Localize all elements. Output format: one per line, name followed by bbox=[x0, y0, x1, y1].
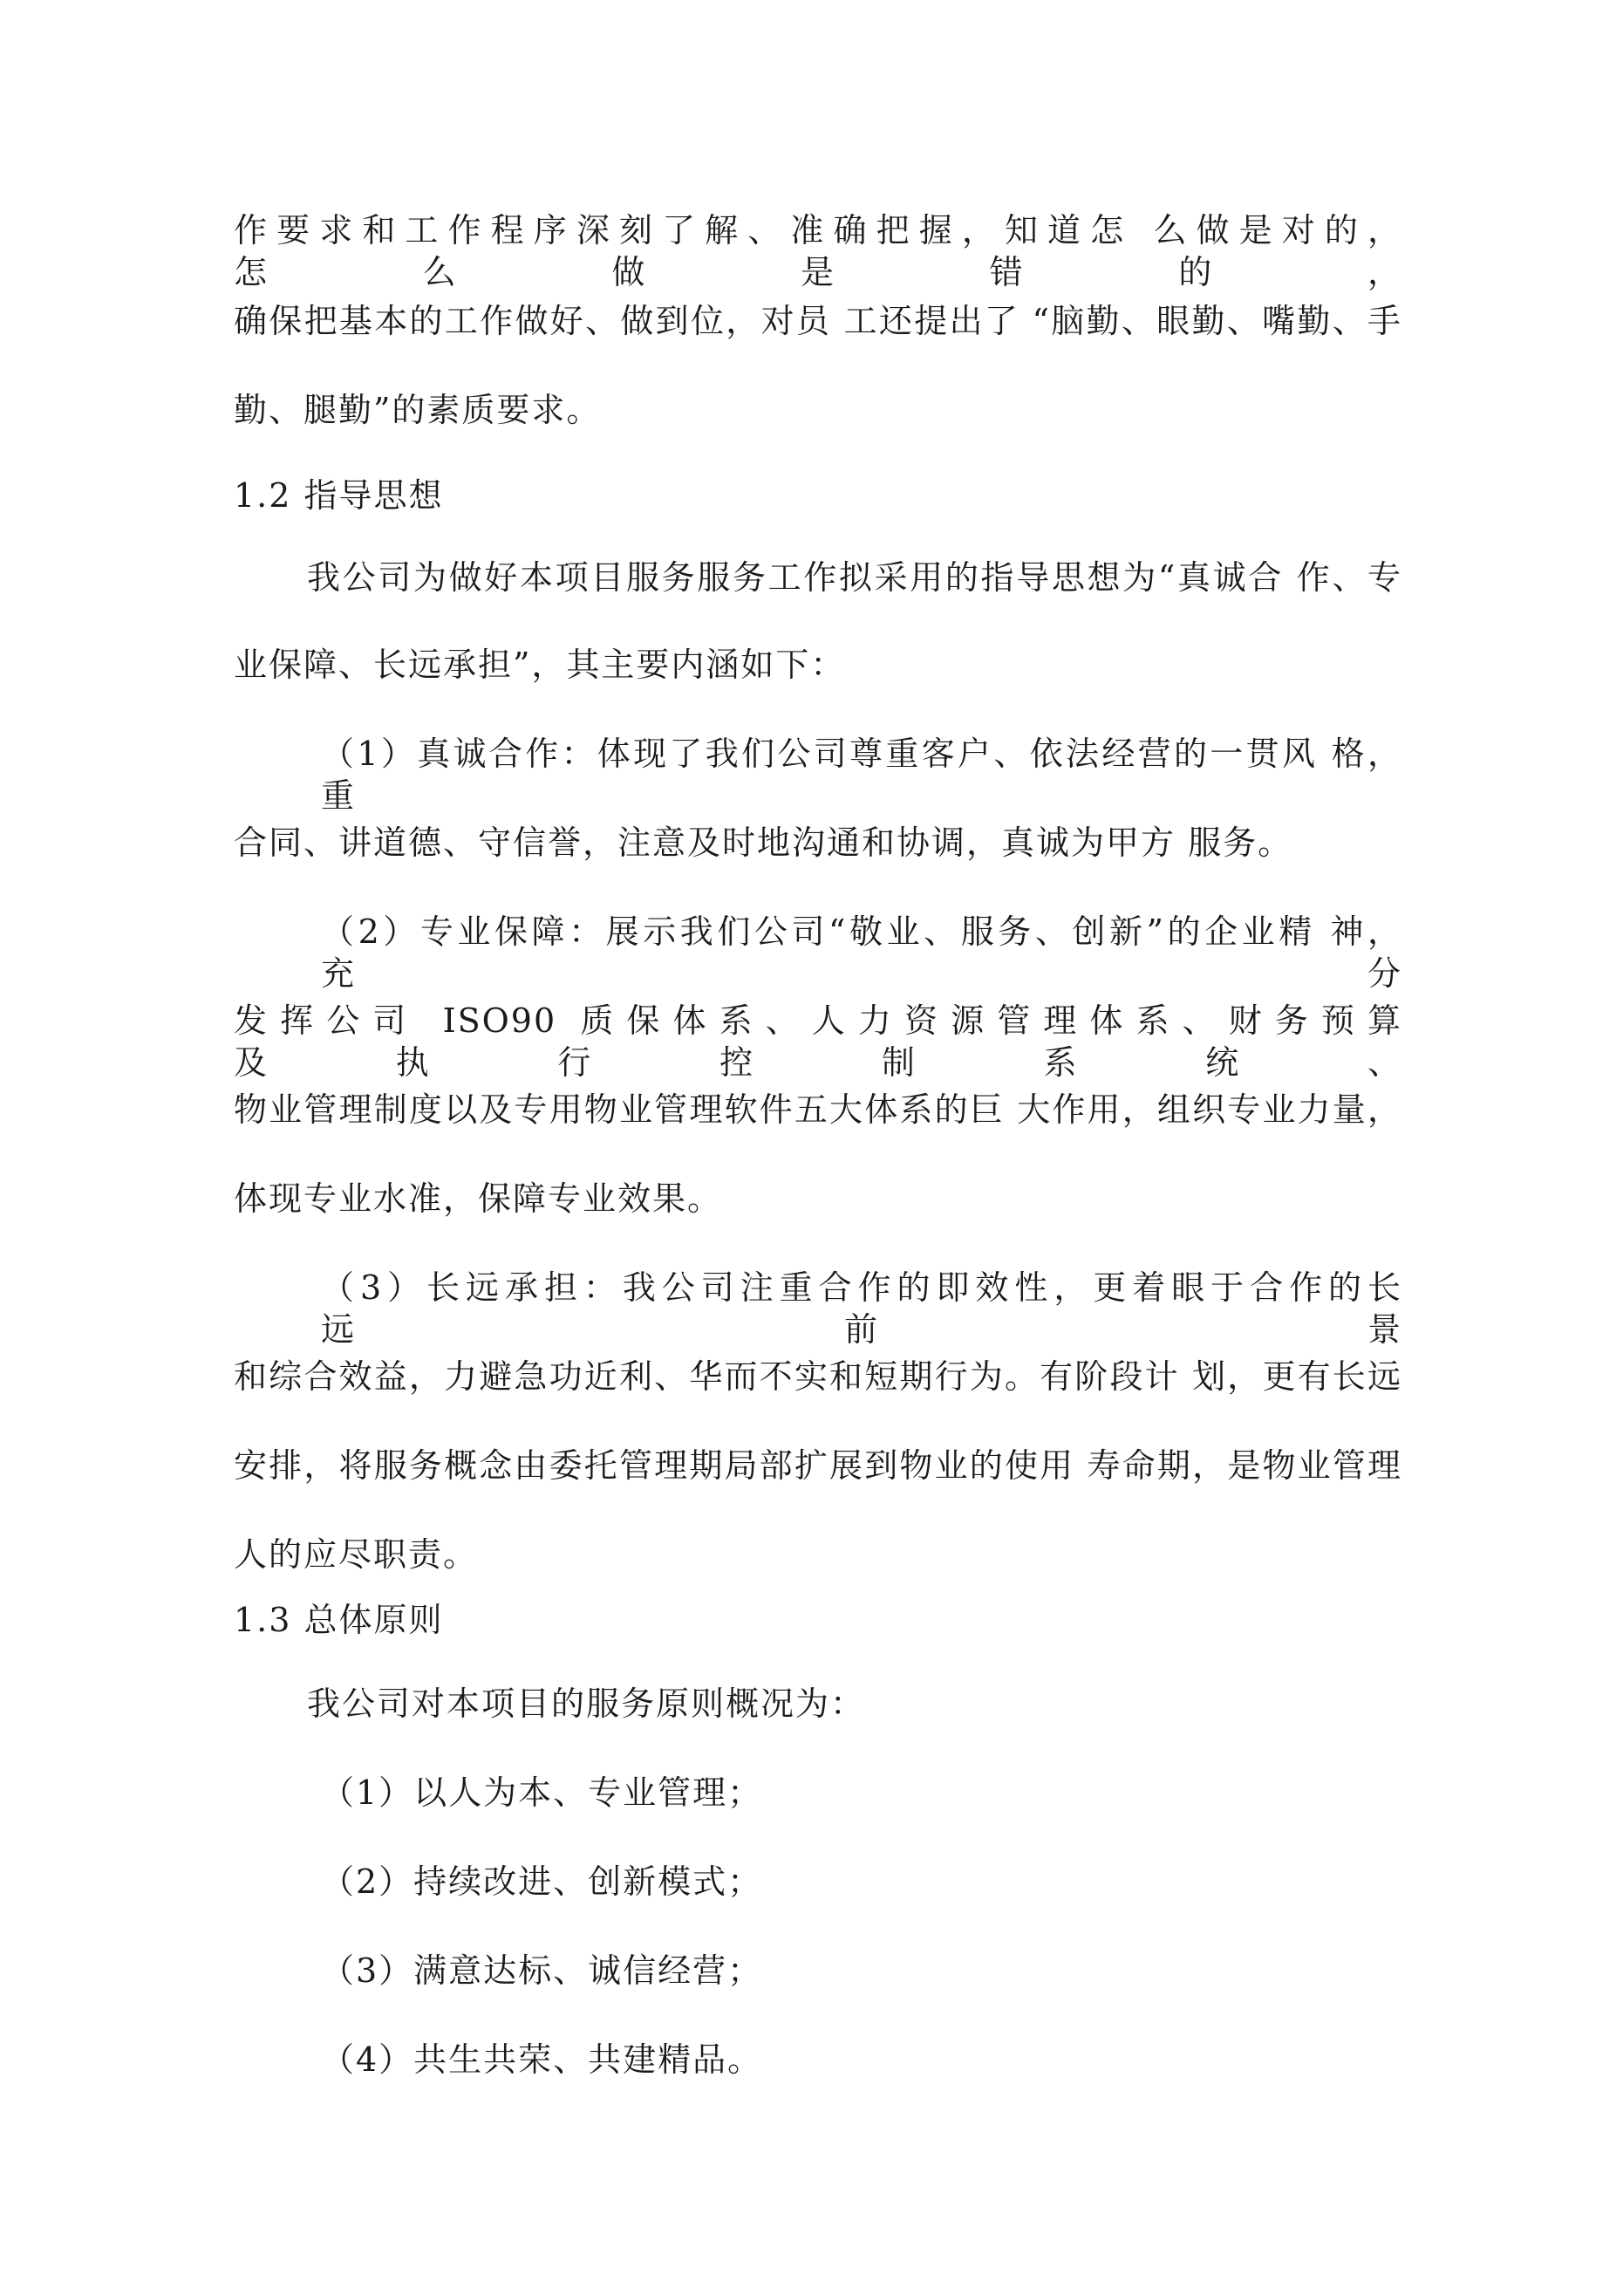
paragraph-line: 和综合效益，力避急功近利、华而不实和短期行为。有阶段计 划，更有长远 bbox=[234, 1357, 1402, 1396]
paragraph-line: 我公司对本项目的服务原则概况为： bbox=[307, 1684, 866, 1723]
list-item: （4）共生共荣、共建精品。 bbox=[321, 2040, 763, 2079]
section-heading: 1.3 总体原则 bbox=[234, 1601, 444, 1639]
paragraph-line: 合同、讲道德、守信誉，注意及时地沟通和协调，真诚为甲方 服务。 bbox=[234, 823, 1293, 862]
list-item: （2）专业保障：展示我们公司“敬业、服务、创新”的企业精 神，充分 bbox=[321, 912, 1402, 993]
paragraph-line: 发挥公司 ISO90 质保体系、人力资源管理体系、财务预算 及执行控制系统、 bbox=[234, 1001, 1402, 1082]
list-item: （2）持续改进、创新模式； bbox=[321, 1862, 763, 1901]
paragraph-line: 勤、腿勤”的素质要求。 bbox=[234, 391, 602, 429]
paragraph-line: 作要求和工作程序深刻了解、准确把握，知道怎 么做是对的，怎么做是错的， bbox=[234, 211, 1402, 291]
paragraph-line: 体现专业水准，保障专业效果。 bbox=[234, 1179, 723, 1218]
paragraph-line: 业保障、长远承担”，其主要内涵如下： bbox=[234, 646, 846, 684]
paragraph-line: 人的应尽职责。 bbox=[234, 1535, 479, 1574]
list-item: （1）真诚合作：体现了我们公司尊重客户、依法经营的一贯风 格，重 bbox=[321, 735, 1402, 815]
list-item: （3）长远承担：我公司注重合作的即效性，更着眼于合作的长 远前景 bbox=[321, 1268, 1402, 1349]
section-heading: 1.2 指导思想 bbox=[234, 476, 444, 515]
paragraph-line: 安排，将服务概念由委托管理期局部扩展到物业的使用 寿命期，是物业管理 bbox=[234, 1446, 1402, 1485]
paragraph-line: 我公司为做好本项目服务服务工作拟采用的指导思想为“真诚合 作、专 bbox=[307, 558, 1402, 597]
list-item: （1）以人为本、专业管理； bbox=[321, 1773, 763, 1812]
paragraph-line: 确保把基本的工作做好、做到位，对员 工还提出了 “脑勤、眼勤、嘴勤、手 bbox=[234, 302, 1402, 340]
paragraph-line: 物业管理制度以及专用物业管理软件五大体系的巨 大作用，组织专业力量， bbox=[234, 1090, 1402, 1129]
list-item: （3）满意达标、诚信经营； bbox=[321, 1951, 763, 1990]
